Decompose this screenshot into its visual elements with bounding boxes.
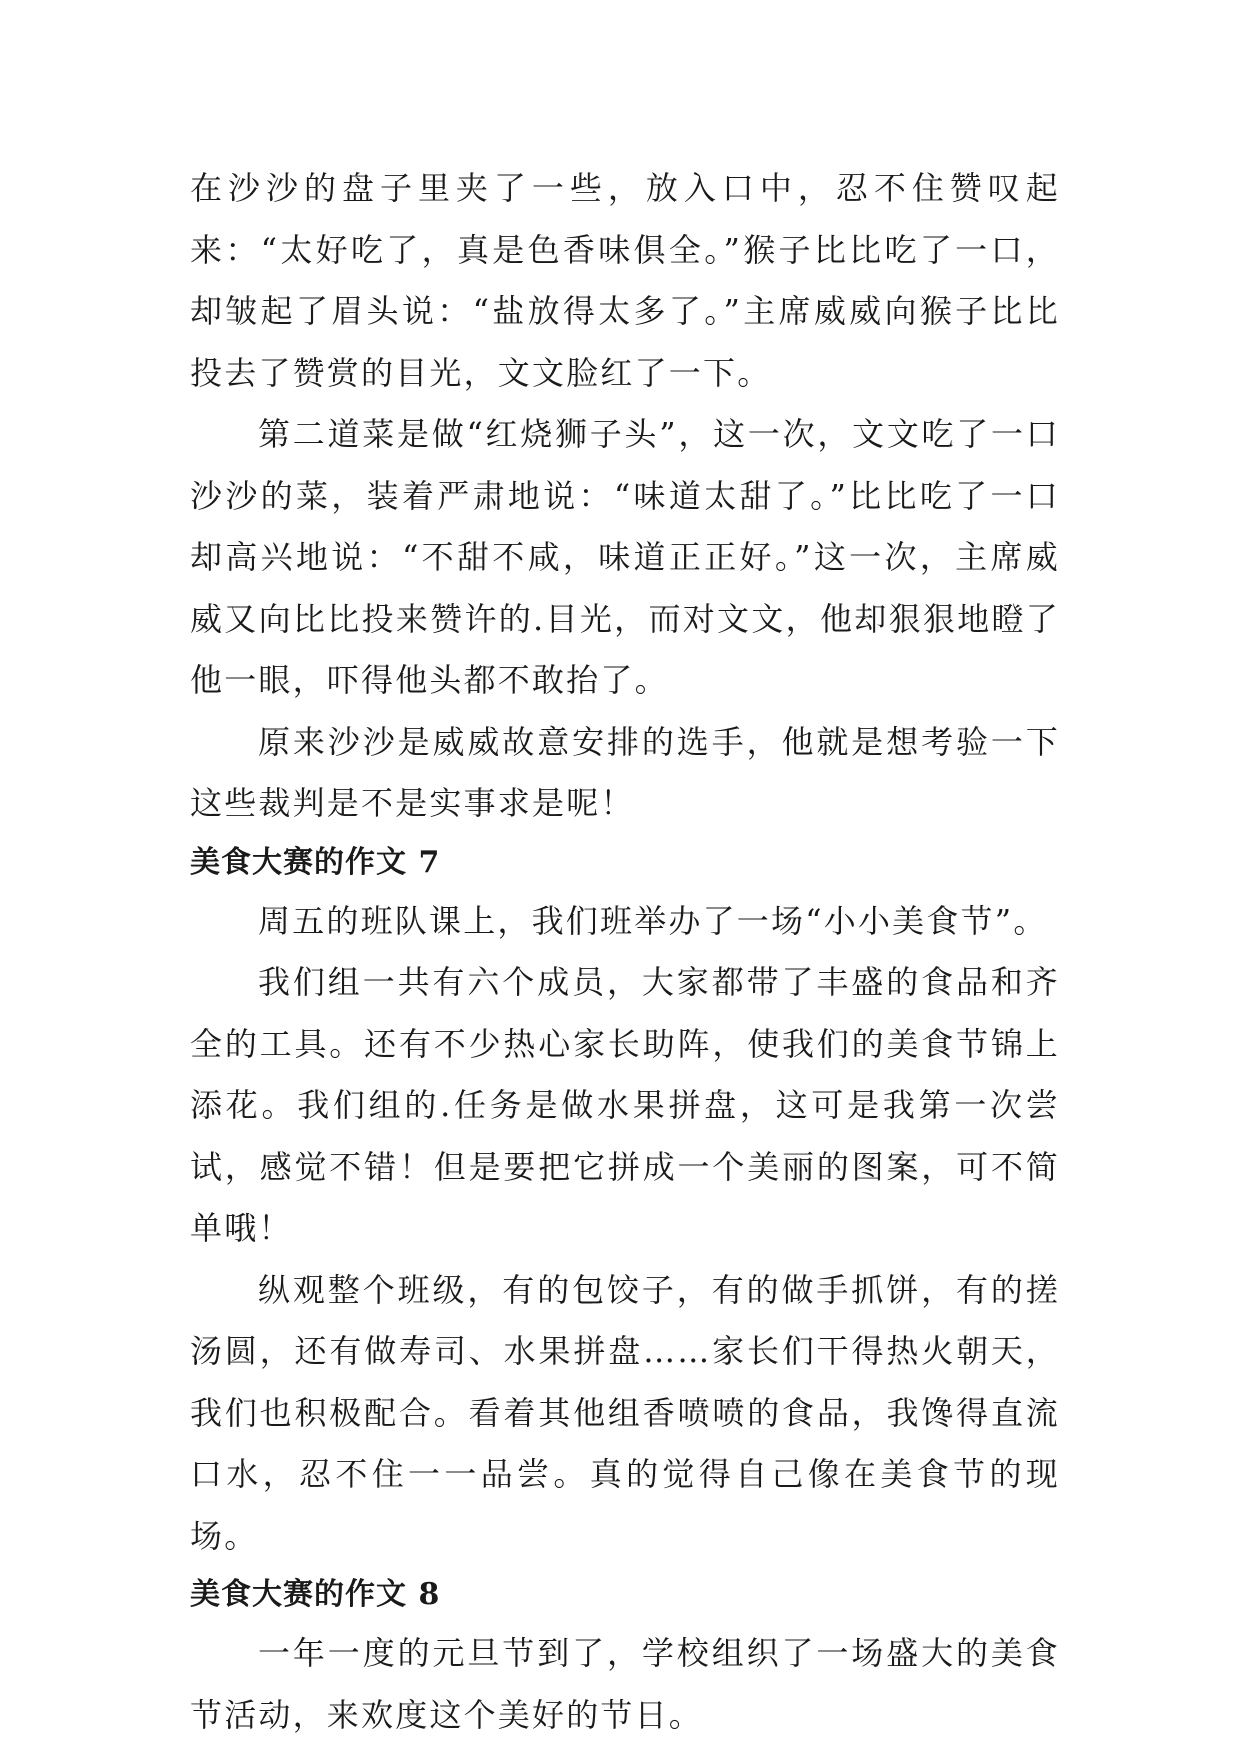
section-heading: 美食大赛的作文 8	[190, 1577, 441, 1612]
paragraph: 一年一度的元旦节到了，学校组织了一场盛大的美食节活动，来欢度这个美好的节日。	[190, 1634, 1060, 1734]
document-page	[190, 158, 1060, 1746]
paragraph: 周五的班队课上，我们班举办了一场“小小美食节”。	[258, 901, 1048, 940]
section-heading: 美食大赛的作文 7	[190, 844, 441, 880]
paragraph: 原来沙沙是威威故意安排的选手，他就是想考验一下这些裁判是不是实事求是呢！	[190, 722, 1060, 822]
paragraph: 第二道菜是做“红烧狮子头”，这一次，文文吃了一口沙沙的菜，装着严肃地说：“味道太甜了。”比比吃了一口却高兴地说：“不甜不咸，味道正正好。”这一次，主席威威又向比比投来赞许的.目光，而对文文，他却狠狠地瞪了他一眼，吓得他头都不敢抬了。	[190, 415, 1060, 699]
paragraph: 在沙沙的盘子里夹了一些，放入口中，忍不住赞叹起来：“太好吃了，真是色香味俱全。”猴子比比吃了一口，却皱起了眉头说：“盐放得太多了。”主席威威向猴子比比投去了赞赏的目光，文文脸红了一下。	[190, 169, 1060, 392]
paragraph: 纵观整个班级，有的包饺子，有的做手抓饼，有的搓汤圆，还有做寿司、水果拼盘……家长们干得热火朝天，我们也积极配合。看着其他组香喷喷的食品，我馋得直流口水，忍不住一一品尝。真的觉得自己像在美食节的现场。	[190, 1270, 1060, 1555]
paragraph: 我们组一共有六个成员，大家都带了丰盛的食品和齐全的工具。还有不少热心家长助阵，使我们的美食节锦上添花。我们组的.任务是做水果拼盘，这可是我第一次尝试，感觉不错！但是要把它拼成一个美丽的图案，可不简单哦！	[190, 963, 1060, 1247]
